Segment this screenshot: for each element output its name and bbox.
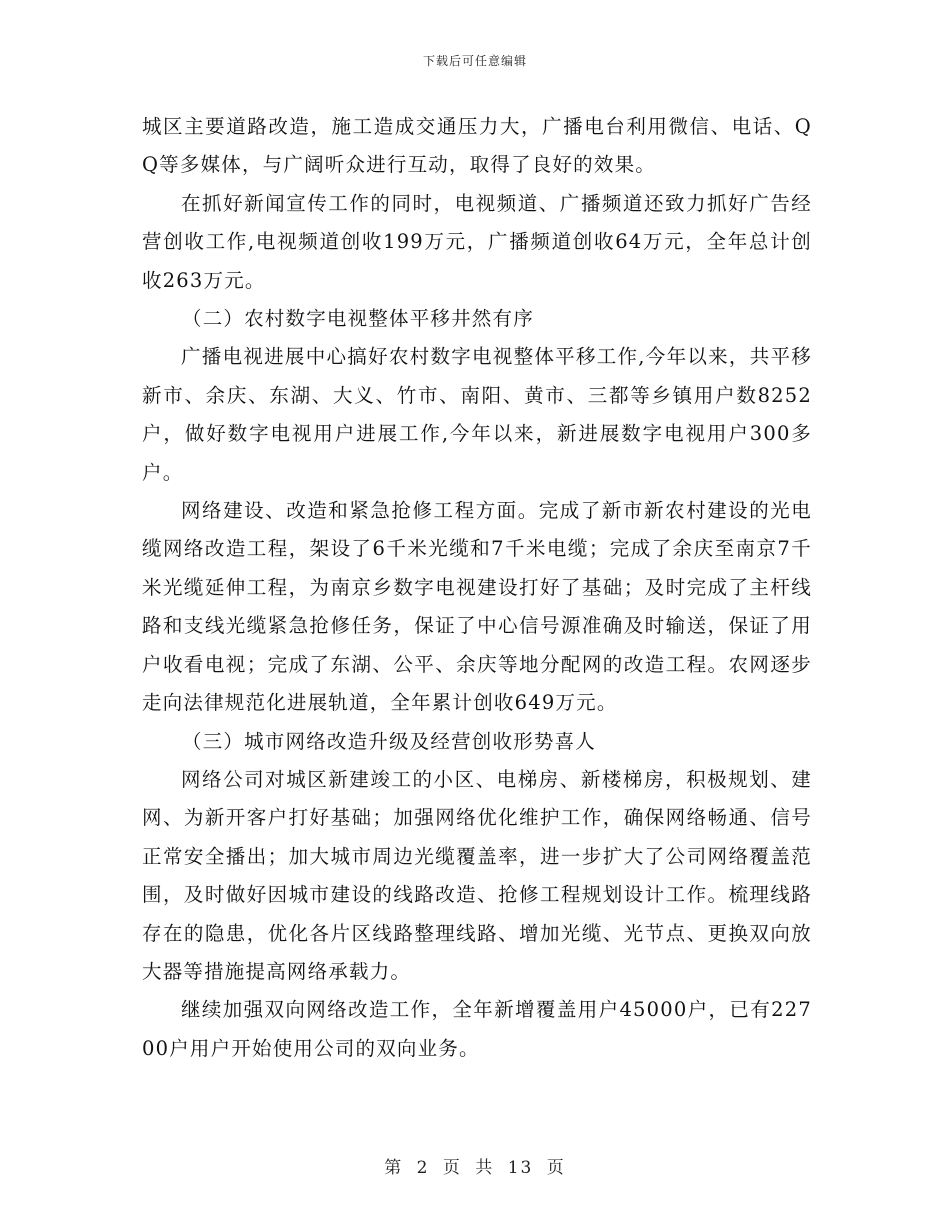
paragraph: 在抓好新闻宣传工作的同时，电视频道、广播频道还致力抓好广告经营创收工作,电视频道创收199万元，广播频道创收64万元，全年总计创收263万元。 bbox=[142, 191, 812, 292]
paragraph: 城区主要道路改造，施工造成交通压力大，广播电台利用微信、电话、QQ等多媒体，与广阔听众进行互动，取得了良好的效果。 bbox=[142, 115, 812, 177]
section-heading: （三）城市网络改造升级及经营创收形势喜人 bbox=[182, 729, 597, 753]
page-number-footer: 第 2 页 共 13 页 bbox=[384, 1158, 566, 1178]
paragraph: 广播电视进展中心搞好农村数字电视整体平移工作,今年以来，共平移新市、余庆、东湖、大义、竹市、南阳、黄市、三都等乡镇用户数8252户，做好数字电视用户进展工作,今年以来，新进展数字电视用户300多户。 bbox=[142, 345, 812, 484]
paragraph: 网络公司对城区新建竣工的小区、电梯房、新楼梯房，积极规划、建网、为新开客户打好基础；加强网络优化维护工作，确保网络畅通、信号正常安全播出；加大城市周边光缆覆盖率，进一步扩大了公司网络覆盖范围，及时做好因城市建设的线路改造、抢修工程规划设计工作。梳理线路存在的隐患，优化各片区线路整理线路、增加光缆、光节点、更换双向放大器等措施提高网络承载力。 bbox=[142, 767, 812, 983]
page-header: 下载后可任意编辑 bbox=[422, 54, 527, 68]
paragraph: 继续加强双向网络改造工作，全年新增覆盖用户45000户，已有22700户用户开始使用公司的双向业务。 bbox=[142, 998, 812, 1060]
paragraph: 网络建设、改造和紧急抢修工程方面。完成了新市新农村建设的光电缆网络改造工程，架设了6千米光缆和7千米电缆；完成了余庆至南京7千米光缆延伸工程，为南京乡数字电视建设打好了基础；及时完成了主杆线路和支线光缆紧急抢修任务，保证了中心信号源准确及时输送，保证了用户收看电视；完成了东湖、公平、余庆等地分配网的改造工程。农网逐步走向法律规范化进展轨道，全年累计创收649万元。 bbox=[142, 499, 812, 715]
document-body bbox=[142, 108, 812, 1068]
section-heading: （二）农村数字电视整体平移井然有序 bbox=[182, 307, 534, 331]
